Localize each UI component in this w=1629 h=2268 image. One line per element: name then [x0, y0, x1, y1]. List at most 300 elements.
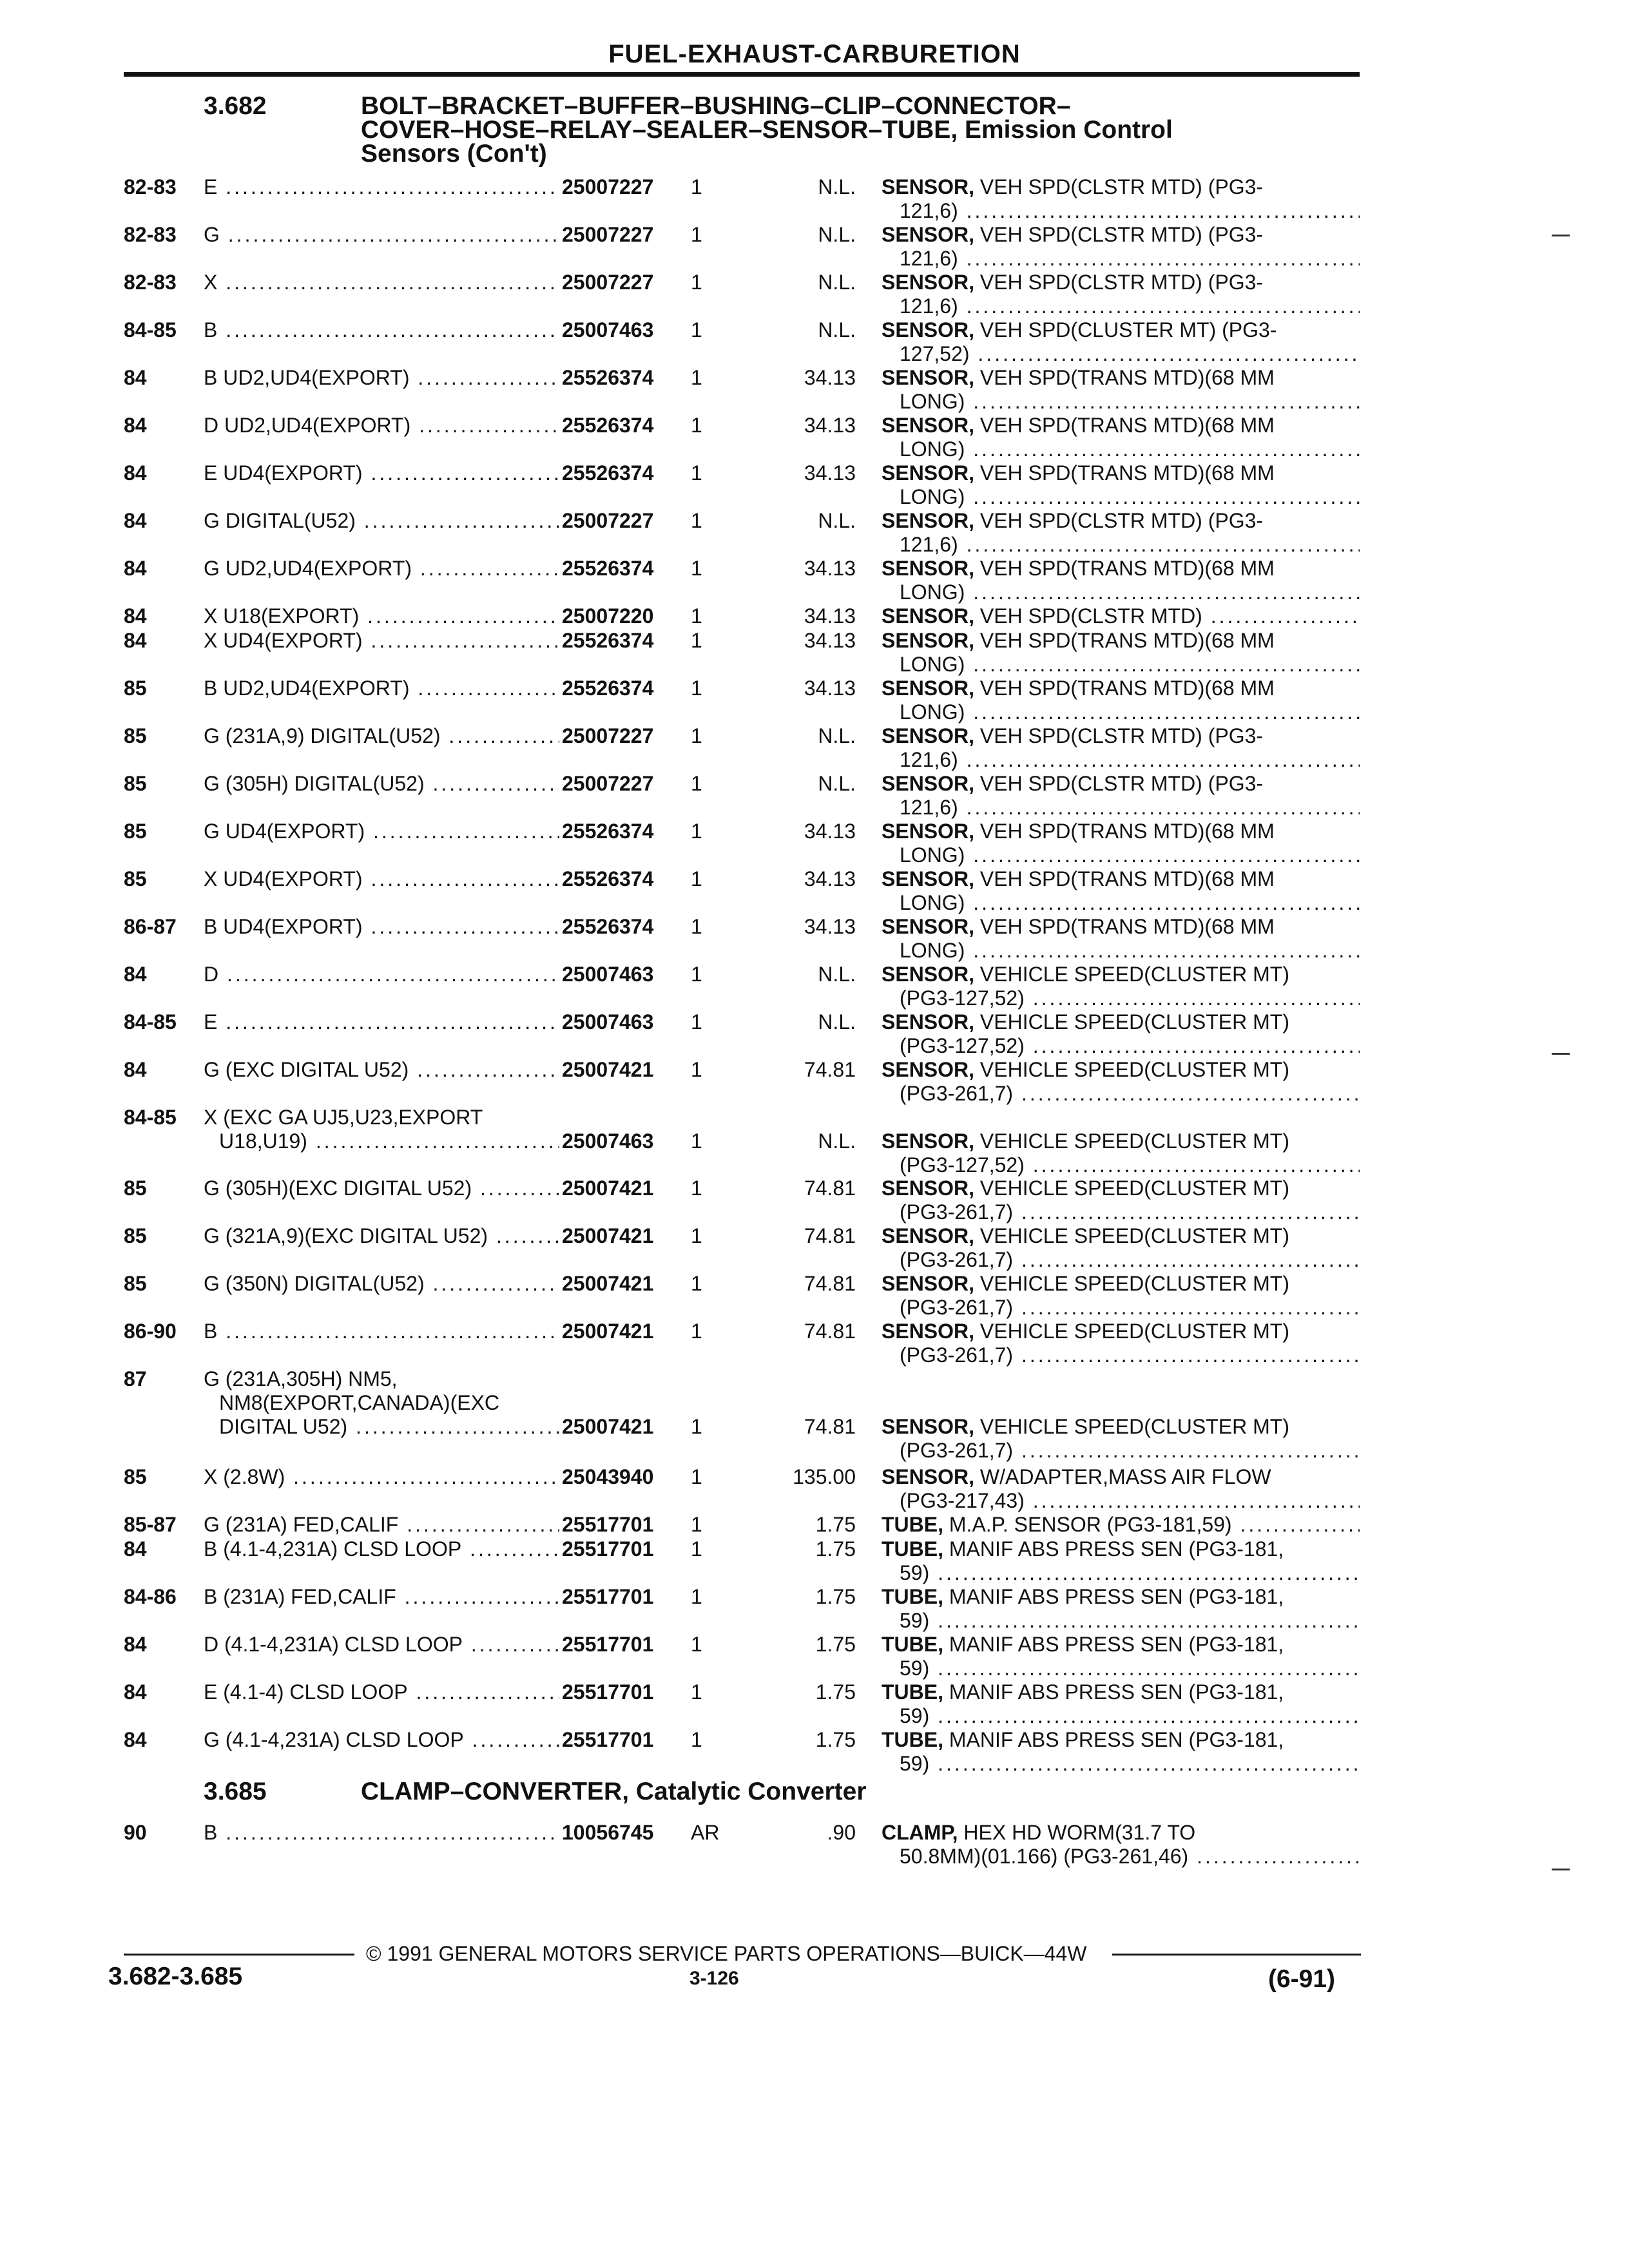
part-name	[882, 724, 1360, 772]
usage-description: D (4.1-4,231A) CLSD LOOP .....	[204, 1633, 559, 1657]
usage-description-line: X (EXC GA UJ5,U23,EXPORT	[204, 1106, 483, 1129]
part-name	[882, 509, 1360, 557]
usage-description: X UD4(EXPORT) .....	[204, 629, 559, 653]
part-name-detail: MANIF ABS PRESS SEN (PG3-181,	[943, 1633, 1284, 1656]
part-name-detail: VEH SPD(TRANS MTD)(68 MM	[974, 461, 1275, 485]
part-number: 25007227	[562, 724, 654, 747]
part-noun: SENSOR,	[882, 1129, 975, 1153]
part-noun: SENSOR,	[882, 414, 975, 437]
part-name-detail: HEX HD WORM(31.7 TO	[958, 1821, 1196, 1844]
model-year: 82-83	[124, 271, 177, 294]
model-year: 85	[124, 772, 147, 795]
part-noun: SENSOR,	[882, 461, 975, 485]
part-name-detail: VEH SPD(TRANS MTD)(68 MM	[974, 557, 1275, 580]
part-name-line	[882, 1320, 1360, 1343]
footer-section-range: 3.682-3.685	[108, 1963, 243, 1990]
part-noun: SENSOR,	[882, 318, 975, 341]
part-name-line	[882, 1537, 1360, 1561]
part-name-detail: VEH SPD(TRANS MTD)(68 MM	[974, 867, 1275, 890]
model-year: 84	[124, 461, 147, 485]
price: 34.13	[804, 366, 856, 389]
usage-description: B UD4(EXPORT) .....	[204, 915, 559, 939]
part-noun: SENSOR,	[882, 1010, 975, 1033]
part-name-line	[882, 366, 1360, 390]
part-name-line: (PG3-217,43) .....	[882, 1489, 1360, 1513]
quantity: 1	[691, 366, 702, 389]
part-name-line: (PG3-127,52) .....	[882, 986, 1360, 1010]
part-name-line: 121,6) .....	[882, 247, 1360, 271]
part-noun: SENSOR,	[882, 223, 975, 246]
usage-description: G (350N) DIGITAL(U52) .....	[204, 1272, 559, 1296]
part-name-line	[882, 1821, 1360, 1845]
model-year: 85	[124, 1465, 147, 1488]
quantity: 1	[691, 915, 702, 938]
part-name	[882, 963, 1360, 1010]
part-name-line: LONG) .....	[882, 581, 1360, 604]
quantity: 1	[691, 867, 702, 890]
usage-description: X U18(EXPORT) .....	[204, 604, 559, 628]
quantity: 1	[691, 1129, 702, 1153]
model-year: 84-85	[124, 1010, 177, 1033]
quantity: 1	[691, 271, 702, 294]
part-noun: SENSOR,	[882, 1224, 975, 1247]
price: 34.13	[804, 677, 856, 700]
part-noun: TUBE,	[882, 1537, 943, 1561]
part-number: 25007421	[562, 1058, 654, 1081]
part-name-detail: VEHICLE SPEED(CLUSTER MT)	[974, 1010, 1289, 1033]
part-name-line	[882, 1633, 1360, 1657]
price: N.L.	[818, 509, 856, 532]
model-year: 84	[124, 366, 147, 389]
part-noun: TUBE,	[882, 1728, 943, 1751]
part-name-detail: VEH SPD(TRANS MTD)(68 MM	[974, 629, 1275, 652]
part-number: 10056745	[562, 1821, 654, 1844]
part-noun: SENSOR,	[882, 963, 975, 986]
usage-description: B .....	[204, 1320, 559, 1343]
part-noun: SENSOR,	[882, 175, 975, 198]
part-name	[882, 1177, 1360, 1224]
part-name	[882, 915, 1360, 963]
part-noun: SENSOR,	[882, 271, 975, 294]
quantity: 1	[691, 1537, 702, 1561]
price: 74.81	[804, 1415, 856, 1438]
model-year: 87	[124, 1367, 147, 1390]
model-year: 84	[124, 509, 147, 532]
section-number: 3.682	[204, 92, 267, 120]
part-name-line	[882, 223, 1360, 247]
part-name-line: 127,52) .....	[882, 342, 1360, 366]
part-name-line: LONG) .....	[882, 653, 1360, 677]
usage-description: G (EXC DIGITAL U52) .....	[204, 1058, 559, 1082]
part-noun: SENSOR,	[882, 820, 975, 843]
price: 1.75	[815, 1513, 856, 1536]
part-number: 25526374	[562, 461, 654, 485]
part-name-detail: VEH SPD(TRANS MTD)(68 MM	[974, 414, 1275, 437]
price: N.L.	[818, 271, 856, 294]
part-name-line: (PG3-261,7) .....	[882, 1343, 1360, 1367]
model-year: 84-85	[124, 1106, 177, 1129]
part-name-detail: W/ADAPTER,MASS AIR FLOW	[974, 1465, 1271, 1488]
part-name-line: (PG3-127,52) .....	[882, 1153, 1360, 1177]
part-name	[882, 1129, 1360, 1177]
usage-description: D UD2,UD4(EXPORT) .....	[204, 414, 559, 437]
part-name	[882, 604, 1360, 628]
part-name-line: 121,6) .....	[882, 796, 1360, 820]
part-name-line: LONG) .....	[882, 843, 1360, 867]
usage-description: G UD4(EXPORT) .....	[204, 820, 559, 843]
part-noun: CLAMP,	[882, 1821, 958, 1844]
footer-date: (6-91)	[1268, 1965, 1336, 1993]
quantity: 1	[691, 1585, 702, 1608]
part-name-line	[882, 915, 1360, 939]
part-noun: TUBE,	[882, 1585, 943, 1608]
model-year: 86-90	[124, 1320, 177, 1343]
part-number: 25526374	[562, 915, 654, 938]
part-number: 25007421	[562, 1415, 654, 1438]
usage-description: D .....	[204, 963, 559, 986]
part-noun: TUBE,	[882, 1513, 943, 1536]
price: 34.13	[804, 604, 856, 628]
quantity: 1	[691, 1513, 702, 1536]
part-name-line: (PG3-261,7) .....	[882, 1248, 1360, 1272]
usage-description: G (305H)(EXC DIGITAL U52) .....	[204, 1177, 559, 1200]
part-noun: SENSOR,	[882, 1177, 975, 1200]
model-year: 84-86	[124, 1585, 177, 1608]
price: 135.00	[793, 1465, 856, 1488]
part-name-line: 121,6) .....	[882, 199, 1360, 223]
part-number: 25007227	[562, 509, 654, 532]
part-name-detail: VEHICLE SPEED(CLUSTER MT)	[974, 1320, 1289, 1343]
part-number: 25007421	[562, 1272, 654, 1295]
part-noun: SENSOR,	[882, 366, 975, 389]
part-name	[882, 1728, 1360, 1776]
part-name-line: (PG3-261,7) .....	[882, 1296, 1360, 1320]
section-number: 3.685	[204, 1778, 267, 1805]
model-year: 85	[124, 677, 147, 700]
footer-copyright: © 1991 GENERAL MOTORS SERVICE PARTS OPERATIONS—BUICK—44W	[366, 1942, 1087, 1965]
model-year: 84	[124, 963, 147, 986]
price: 1.75	[815, 1680, 856, 1704]
price: 74.81	[804, 1177, 856, 1200]
price: 74.81	[804, 1272, 856, 1295]
model-year: 85-87	[124, 1513, 177, 1536]
usage-description: G DIGITAL(U52) .....	[204, 509, 559, 533]
quantity: 1	[691, 1465, 702, 1488]
model-year: 84	[124, 414, 147, 437]
usage-description: E UD4(EXPORT) .....	[204, 461, 559, 485]
part-noun: SENSOR,	[882, 1272, 975, 1295]
model-year: 82-83	[124, 223, 177, 246]
part-number: 25526374	[562, 629, 654, 652]
part-number: 25007421	[562, 1224, 654, 1247]
part-name-line	[882, 867, 1360, 891]
part-noun: SENSOR,	[882, 677, 975, 700]
usage-description: X .....	[204, 271, 559, 294]
part-noun: SENSOR,	[882, 772, 975, 795]
part-name-detail: MANIF ABS PRESS SEN (PG3-181,	[943, 1680, 1284, 1704]
part-name	[882, 223, 1360, 271]
part-number: 25517701	[562, 1728, 654, 1751]
price: N.L.	[818, 223, 856, 246]
part-name	[882, 366, 1360, 414]
part-name	[882, 1537, 1360, 1585]
part-name-line: LONG) .....	[882, 700, 1360, 724]
part-noun: SENSOR,	[882, 724, 975, 747]
price: N.L.	[818, 1010, 856, 1033]
part-name	[882, 1058, 1360, 1106]
quantity: 1	[691, 629, 702, 652]
section-title-line: COVER–HOSE–RELAY–SEALER–SENSOR–TUBE, Emission Control	[361, 116, 1173, 144]
part-noun: SENSOR,	[882, 557, 975, 580]
price: 34.13	[804, 867, 856, 890]
part-name-line: 59) .....	[882, 1561, 1360, 1585]
part-name-line	[882, 1585, 1360, 1609]
part-name-line	[882, 271, 1360, 294]
part-name	[882, 867, 1360, 915]
model-year: 84	[124, 557, 147, 580]
quantity: 1	[691, 1320, 702, 1343]
part-name-line: 59) .....	[882, 1704, 1360, 1728]
price: 1.75	[815, 1728, 856, 1751]
part-name	[882, 629, 1360, 677]
quantity: 1	[691, 677, 702, 700]
usage-description: E .....	[204, 1010, 559, 1034]
section-title-line: Sensors (Con't)	[361, 140, 547, 168]
usage-description-line: G (231A,305H) NM5,	[204, 1367, 398, 1390]
part-name	[882, 1415, 1360, 1463]
usage-description: B UD2,UD4(EXPORT) .....	[204, 366, 559, 390]
usage-description	[204, 1367, 559, 1439]
part-name	[882, 557, 1360, 604]
model-year: 84	[124, 629, 147, 652]
price: 34.13	[804, 629, 856, 652]
part-name-line	[882, 1272, 1360, 1296]
quantity: 1	[691, 1058, 702, 1081]
part-name	[882, 1513, 1360, 1537]
usage-description: X UD4(EXPORT) .....	[204, 867, 559, 891]
part-name-detail: M.A.P. SENSOR (PG3-181,59)	[943, 1513, 1232, 1536]
part-name-detail: VEHICLE SPEED(CLUSTER MT)	[974, 1415, 1289, 1438]
price: .90	[827, 1821, 856, 1844]
part-number: 25517701	[562, 1633, 654, 1656]
part-name-detail: VEH SPD(TRANS MTD)(68 MM	[974, 915, 1275, 938]
usage-description: B UD2,UD4(EXPORT) .....	[204, 677, 559, 700]
part-name-line: LONG) .....	[882, 939, 1360, 963]
quantity: 1	[691, 509, 702, 532]
price: 34.13	[804, 461, 856, 485]
part-name-detail: VEH SPD(CLSTR MTD) (PG3-	[974, 175, 1264, 198]
usage-description: G (321A,9)(EXC DIGITAL U52) .....	[204, 1224, 559, 1248]
part-noun: SENSOR,	[882, 1415, 975, 1438]
model-year: 85	[124, 867, 147, 890]
part-name-line	[882, 414, 1360, 437]
part-number: 25007463	[562, 1010, 654, 1033]
part-noun: TUBE,	[882, 1633, 943, 1656]
part-name-line: (PG3-127,52) .....	[882, 1034, 1360, 1058]
model-year: 85	[124, 724, 147, 747]
part-name-line	[882, 1513, 1360, 1537]
part-name-line: LONG) .....	[882, 390, 1360, 414]
price: N.L.	[818, 963, 856, 986]
part-name-line: LONG) .....	[882, 891, 1360, 915]
model-year: 85	[124, 1224, 147, 1247]
part-number: 25526374	[562, 677, 654, 700]
usage-description-line: NM8(EXPORT,CANADA)(EXC	[219, 1391, 500, 1414]
quantity: 1	[691, 557, 702, 580]
part-name-line: 121,6) .....	[882, 294, 1360, 318]
margin-mark	[1552, 1053, 1570, 1055]
part-number: 25517701	[562, 1680, 654, 1704]
part-name-detail: VEHICLE SPEED(CLUSTER MT)	[974, 963, 1289, 986]
part-name-detail: MANIF ABS PRESS SEN (PG3-181,	[943, 1537, 1284, 1561]
part-number: 25007463	[562, 318, 654, 341]
quantity: 1	[691, 1177, 702, 1200]
price: 1.75	[815, 1585, 856, 1608]
usage-description: X (2.8W) .....	[204, 1465, 559, 1489]
model-year: 84	[124, 1680, 147, 1704]
part-noun: SENSOR,	[882, 1058, 975, 1081]
part-name-line	[882, 1415, 1360, 1439]
part-name-line: 59) .....	[882, 1752, 1360, 1776]
part-name	[882, 772, 1360, 820]
part-name	[882, 1633, 1360, 1680]
page-header-title: FUEL-EXHAUST-CARBURETION	[608, 40, 1021, 68]
part-name-line	[882, 1465, 1360, 1489]
part-number: 25007227	[562, 772, 654, 795]
part-name	[882, 461, 1360, 509]
part-name-line	[882, 629, 1360, 653]
part-name	[882, 271, 1360, 318]
quantity: 1	[691, 1633, 702, 1656]
section-title-line: BOLT–BRACKET–BUFFER–BUSHING–CLIP–CONNECTOR–	[361, 92, 1071, 120]
part-name-detail: VEH SPD(CLUSTER MT) (PG3-	[974, 318, 1277, 341]
section-title	[361, 94, 1340, 166]
quantity: 1	[691, 724, 702, 747]
model-year: 82-83	[124, 175, 177, 198]
part-noun: SENSOR,	[882, 915, 975, 938]
quantity: 1	[691, 1728, 702, 1751]
part-name	[882, 1585, 1360, 1633]
part-number: 25007227	[562, 223, 654, 246]
part-name-detail: VEH SPD(CLSTR MTD) (PG3-	[974, 724, 1264, 747]
part-noun: TUBE,	[882, 1680, 943, 1704]
part-name-line	[882, 1224, 1360, 1248]
part-name	[882, 414, 1360, 461]
part-name-line	[882, 1680, 1360, 1704]
part-name-detail: VEH SPD(CLSTR MTD) (PG3-	[974, 509, 1264, 532]
part-name	[882, 1010, 1360, 1058]
footer-page-number: 3-126	[689, 1968, 739, 1989]
quantity: 1	[691, 318, 702, 341]
part-noun: SENSOR,	[882, 509, 975, 532]
part-name-detail: VEHICLE SPEED(CLUSTER MT)	[974, 1129, 1289, 1153]
price: N.L.	[818, 318, 856, 341]
footer-rule-left	[124, 1954, 354, 1956]
model-year: 84	[124, 604, 147, 628]
part-name	[882, 175, 1360, 223]
price: 74.81	[804, 1058, 856, 1081]
price: N.L.	[818, 175, 856, 198]
model-year: 84	[124, 1633, 147, 1656]
margin-mark	[1552, 235, 1570, 236]
price: 34.13	[804, 557, 856, 580]
part-name	[882, 1821, 1360, 1869]
part-name-line: 121,6) .....	[882, 748, 1360, 772]
quantity: 1	[691, 1272, 702, 1295]
part-name-line: 121,6) .....	[882, 533, 1360, 557]
usage-description-line: DIGITAL U52) .....	[204, 1415, 559, 1439]
part-name	[882, 1680, 1360, 1728]
part-name-detail: VEHICLE SPEED(CLUSTER MT)	[974, 1058, 1289, 1081]
part-name-detail: VEH SPD(TRANS MTD)(68 MM	[974, 677, 1275, 700]
quantity: 1	[691, 1680, 702, 1704]
part-name	[882, 820, 1360, 867]
usage-description: G (305H) DIGITAL(U52) .....	[204, 772, 559, 796]
usage-description: G (231A,9) DIGITAL(U52) .....	[204, 724, 559, 748]
model-year: 90	[124, 1821, 147, 1844]
price: 1.75	[815, 1537, 856, 1561]
part-noun: SENSOR,	[882, 867, 975, 890]
part-number: 25517701	[562, 1513, 654, 1536]
part-name-line: (PG3-261,7) .....	[882, 1082, 1360, 1106]
part-name-line: 59) .....	[882, 1609, 1360, 1633]
model-year: 84-85	[124, 318, 177, 341]
quantity: 1	[691, 1415, 702, 1438]
usage-description: G .....	[204, 223, 559, 247]
part-name	[882, 318, 1360, 366]
price: 34.13	[804, 820, 856, 843]
part-name-line	[882, 318, 1360, 342]
part-name-line	[882, 509, 1360, 533]
part-name-line	[882, 557, 1360, 581]
price: N.L.	[818, 724, 856, 747]
part-noun: SENSOR,	[882, 1465, 975, 1488]
quantity: 1	[691, 1010, 702, 1033]
part-name-line	[882, 1728, 1360, 1752]
quantity: 1	[691, 820, 702, 843]
part-name-detail: MANIF ABS PRESS SEN (PG3-181,	[943, 1585, 1284, 1608]
part-number: 25526374	[562, 366, 654, 389]
section-title: CLAMP–CONVERTER, Catalytic Converter	[361, 1778, 867, 1805]
header-rule	[124, 72, 1360, 77]
usage-description: B .....	[204, 1821, 559, 1845]
part-number: 25526374	[562, 867, 654, 890]
part-noun: SENSOR,	[882, 1320, 975, 1343]
part-name-line	[882, 1010, 1360, 1034]
usage-description: E .....	[204, 175, 559, 199]
price: 34.13	[804, 915, 856, 938]
part-number: 25007421	[562, 1177, 654, 1200]
price: 74.81	[804, 1320, 856, 1343]
part-name-line: (PG3-261,7) .....	[882, 1200, 1360, 1224]
model-year: 84	[124, 1728, 147, 1751]
quantity: 1	[691, 772, 702, 795]
price: 1.75	[815, 1633, 856, 1656]
usage-description	[204, 1106, 559, 1153]
part-name-detail: VEH SPD(CLSTR MTD)	[974, 604, 1202, 628]
model-year: 84	[124, 1058, 147, 1081]
model-year: 84	[124, 1537, 147, 1561]
part-number: 25007421	[562, 1320, 654, 1343]
part-number: 25526374	[562, 820, 654, 843]
part-name-line	[882, 772, 1360, 796]
part-name-detail: VEH SPD(TRANS MTD)(68 MM	[974, 820, 1275, 843]
part-name	[882, 1272, 1360, 1320]
usage-description: B (231A) FED,CALIF .....	[204, 1585, 559, 1609]
part-name-detail: VEHICLE SPEED(CLUSTER MT)	[974, 1272, 1289, 1295]
usage-description: B (4.1-4,231A) CLSD LOOP .....	[204, 1537, 559, 1561]
part-name-line	[882, 604, 1360, 628]
